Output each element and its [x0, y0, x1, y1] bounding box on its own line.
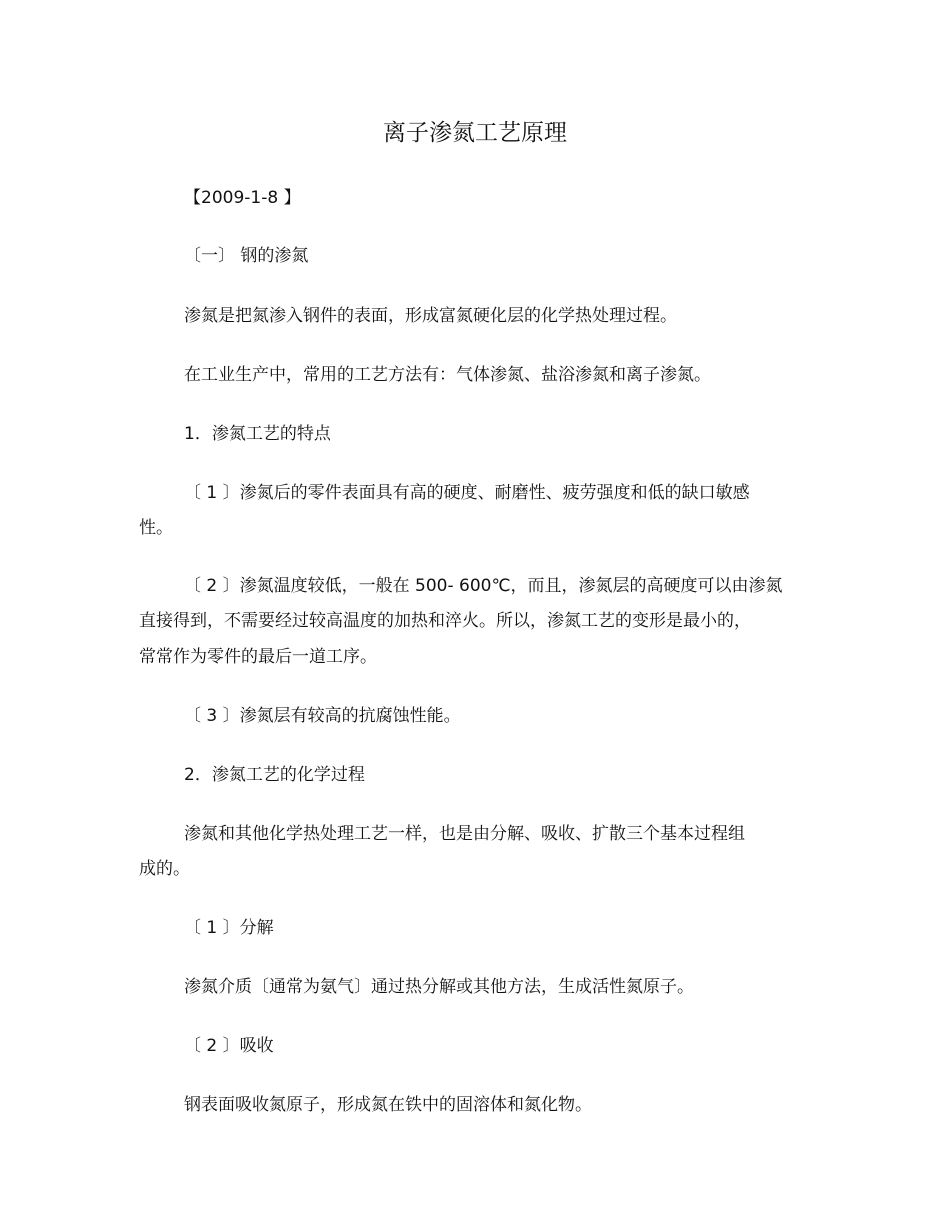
process-line: 成的。 [139, 859, 190, 879]
absorption-text: 钢表面吸收氮原子，形成氮在铁中的固溶体和氮化物。 [184, 1095, 592, 1115]
subheading-features: 1．渗氮工艺的特点 [184, 424, 331, 444]
document-title: 离子渗氮工艺原理 [383, 120, 567, 146]
feature-2-line: 常常作为零件的最后一道工序。 [139, 647, 377, 667]
section-heading-1: 〔一〕 钢的渗氮 [184, 246, 309, 266]
paragraph-methods: 在工业生产中，常用的工艺方法有：气体渗氮、盐浴渗氮和离子渗氮。 [184, 365, 711, 385]
subheading-chemical-process: 2．渗氮工艺的化学过程 [184, 765, 365, 785]
process-line: 渗氮和其他化学热处理工艺一样，也是由分解、吸收、扩散三个基本过程组 [184, 824, 745, 844]
feature-3-paragraph: 〔 3 〕渗氮层有较高的抗腐蚀性能。 [184, 706, 461, 726]
feature-2-line: 直接得到，不需要经过较高温度的加热和淬火。所以，渗氮工艺的变形是最小的， [139, 611, 751, 631]
subheading-absorption: 〔 2 〕吸收 [184, 1036, 274, 1056]
feature-1-line: 〔 1 〕渗氮后的零件表面具有高的硬度、耐磨性、疲劳强度和低的缺口敏感 [184, 483, 750, 503]
subheading-decomposition: 〔 1 〕分解 [184, 918, 274, 938]
paragraph-definition: 渗氮是把氮渗入钢件的表面，形成富氮硬化层的化学热处理过程。 [184, 306, 677, 326]
document-date: 【2009-1-8 】 [184, 188, 301, 208]
decomposition-text: 渗氮介质〔通常为氨气〕通过热分解或其他方法，生成活性氮原子。 [184, 977, 694, 997]
feature-1-line: 性。 [139, 518, 173, 538]
feature-2-line: 〔 2 〕渗氮温度较低，一般在 500- 600℃，而且，渗氮层的高硬度可以由渗氮 [184, 576, 783, 596]
